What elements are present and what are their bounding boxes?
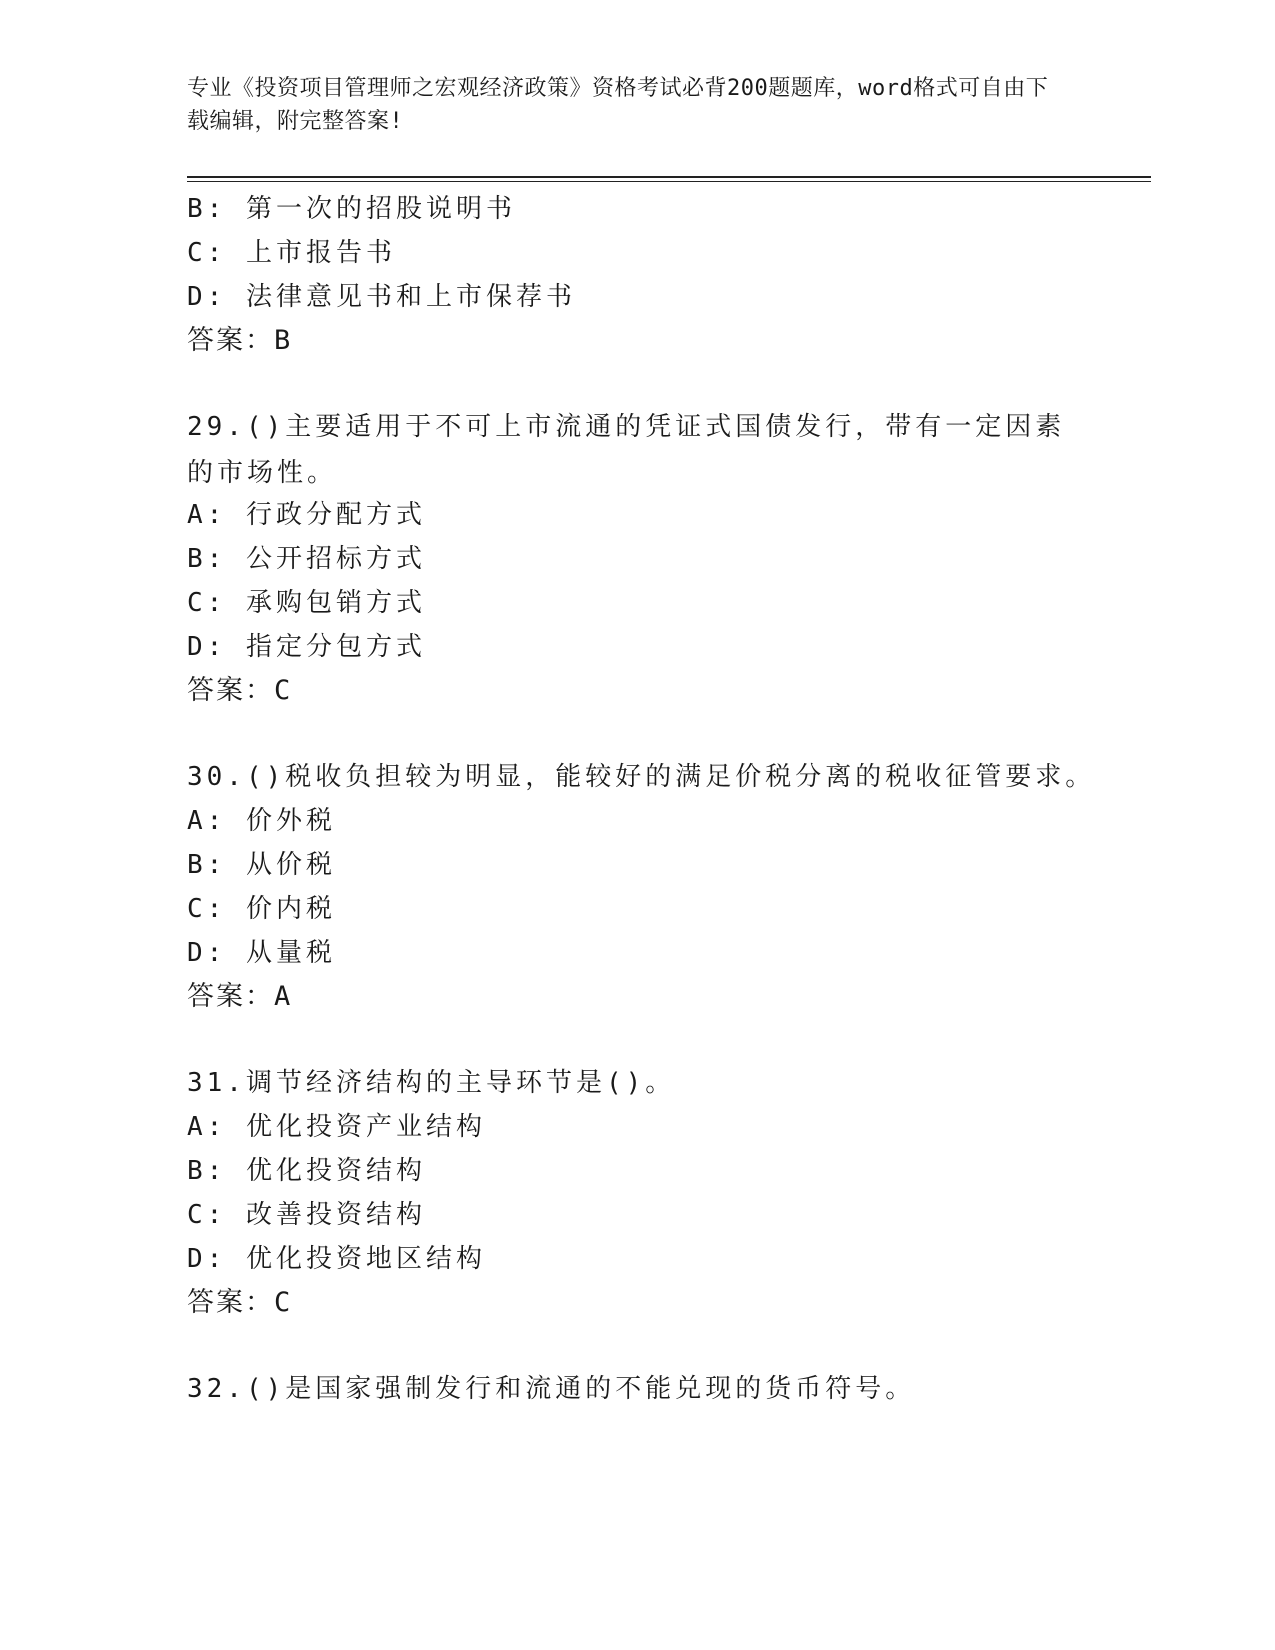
answer-value: C — [274, 675, 293, 706]
document-header-title: 专业《投资项目管理师之宏观经济政策》资格考试必背200题题库，word格式可自由下载编辑，附完整答案! — [187, 76, 1049, 134]
q31-option-c: C: 改善投资结构 — [187, 1200, 426, 1230]
q28-option-b: B: 第一次的招股说明书 — [187, 194, 516, 224]
q29-option-c: C: 承购包销方式 — [187, 588, 426, 618]
q29-option-d: D: 指定分包方式 — [187, 632, 426, 662]
q31-option-b: B: 优化投资结构 — [187, 1156, 426, 1186]
q31-stem: 31.调节经济结构的主导环节是()。 — [187, 1068, 676, 1098]
q30-option-a: A: 价外税 — [187, 806, 336, 836]
header-divider-thin — [187, 181, 1151, 182]
q29-answer — [187, 674, 292, 708]
q30-answer — [187, 980, 292, 1014]
answer-value: A — [274, 981, 293, 1012]
q31-option-d: D: 优化投资地区结构 — [187, 1244, 486, 1274]
q29-stem: 29.()主要适用于不可上市流通的凭证式国债发行，带有一定因素的市场性。 — [187, 412, 1066, 488]
q29-option-a: A: 行政分配方式 — [187, 500, 426, 530]
q30-option-d: D: 从量税 — [187, 938, 336, 968]
answer-label: 答案： — [187, 981, 274, 1012]
q30-stem: 30.()税收负担较为明显，能较好的满足价税分离的税收征管要求。 — [187, 762, 1096, 792]
q32-stem: 32.()是国家强制发行和流通的不能兑现的货币符号。 — [187, 1374, 916, 1404]
q30-option-b: B: 从价税 — [187, 850, 336, 880]
q28-option-d: D: 法律意见书和上市保荐书 — [187, 282, 576, 312]
q28-answer — [187, 324, 292, 358]
q31-answer — [187, 1286, 292, 1320]
answer-label: 答案： — [187, 675, 274, 706]
answer-value: B — [274, 325, 293, 356]
header-divider-thick — [187, 176, 1151, 178]
answer-value: C — [274, 1287, 293, 1318]
answer-label: 答案： — [187, 1287, 274, 1318]
answer-label: 答案： — [187, 325, 274, 356]
q31-option-a: A: 优化投资产业结构 — [187, 1112, 486, 1142]
q30-option-c: C: 价内税 — [187, 894, 336, 924]
q28-option-c: C: 上市报告书 — [187, 238, 396, 268]
q29-option-b: B: 公开招标方式 — [187, 544, 426, 574]
